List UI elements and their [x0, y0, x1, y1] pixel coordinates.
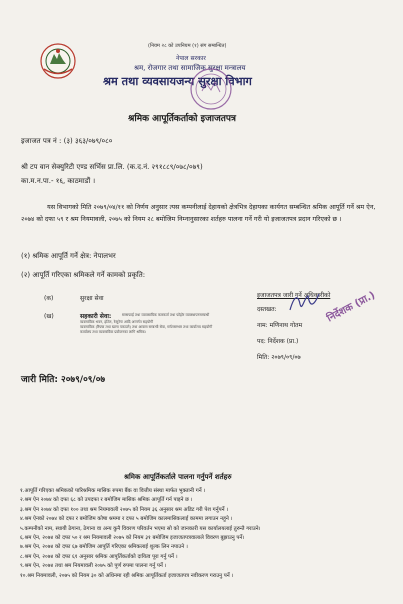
department-name: श्रम तथा व्यवसायजन्य सुरक्षा विभाग: [103, 75, 252, 88]
service-ka-key: (क): [44, 295, 54, 302]
license-title: श्रमिक आपूर्तिकर्ताको इजाजतपत्र: [128, 114, 236, 124]
service-ka-text: सुरक्षा सेवा: [80, 295, 104, 302]
signature-date: मिति: २०७९/०९/०७: [257, 354, 301, 361]
work-nature-label: (२) आपूर्ति गरिएका श्रमिकले गर्ने कामको प्रकृति:: [21, 271, 146, 279]
condition-item: १०.श्रम नियमावली, २०७५ को नियम ३० को अधिनमा रही श्रमिक आपूर्तिकर्ता इजाजतपत्र नवीकरण गराउनु पर्ने ।: [20, 572, 234, 579]
company-name: श्री टप वान सेक्युरिटी एण्ड सर्भिस प्रा.लि. (क.द.नं. २९१८८९/०७८/०७९): [21, 163, 203, 171]
condition-item: ७.श्रम ऐन, २०७४ को दफा ६७ बमोजिम आपूर्ति गरिएका श्रमिकलाई शुल्क लिन नपाउने ।: [20, 544, 188, 551]
condition-item: ८.श्रम ऐन, २०७४ को दफा ६१ अनुसार श्रमिक आपूर्तिकर्ताको दायित्व पूरा गर्नु पर्ने ।: [20, 553, 178, 560]
service-kha-detail-2: व्यवसायिक भवन, होटेल, रेस्टुरेन्ट आदि अन्तर्गत सहयोगी: [80, 320, 154, 324]
condition-item: १.आपूर्ति गरिएका श्रमिकको पारिश्रमिक मासिक रुपमा बैंक वा वित्तीय संस्था मार्फत भुक्तानी गर्ने ।: [20, 488, 206, 494]
conditions-list: [20, 487, 392, 581]
condition-item: ३.श्रम ऐन २०७४ को दफा १०० तथा श्रम नियमावली २०७५ को नियम ३६ अनुसार श्रम अडिट गरी पेश गर्नुपर्ने ।: [20, 506, 229, 513]
condition-item: २.श्रम ऐन २०७४ को दफा ६८ को उपदफा र बमोजिम मासिक श्रमिक आपूर्ति गर्न पाइने छ ।: [20, 497, 193, 504]
ministry-name: श्रम, रोजगार तथा सामाजिक सुरक्षा मन्त्रालय: [134, 64, 246, 72]
director-stamp: निर्देशक (प्रा.): [325, 289, 378, 325]
service-kha-text: सहकारी सेवा:: [80, 313, 112, 320]
nepal-govt-emblem-icon: [38, 42, 78, 80]
govt-name: नेपाल सरकार: [176, 55, 206, 62]
service-kha-detail-3: व्यवसायिक (रिफ्या तथा खाना पकाउने) तथा आवास सम्बन्धी सेवा, मर्मतसम्भार तथा कार्यालय सहयोगी: [80, 325, 213, 329]
company-address: का.म.न.पा.- १६, काठमाडौं ।: [21, 177, 96, 185]
license-paragraph: यस विभागको मिति २०७९/०४/११ को निर्णय अनुसार त्यस कम्पनीलाई देहायको क्षेत्रभित्र देहायका कार्यगत सम्बन्धित श्रमिक आपूर्ति गर्ने श्रम ऐन, २०७४ को दफा ५९ र श्रम नियमावली, २०७५ को नियम २८ बमोजिम निम्नानुसारका शर्तहरु पालना गर्ने गरी यो इजाजतपत्र प्रदान गरिएको छ ।: [21, 203, 376, 223]
signature-sign-label: दस्तखत:: [257, 306, 277, 313]
service-kha-detail-4: कार्यालय तथा व्यवसायिक प्रयोजनका लागि श्रमिक।: [80, 330, 147, 334]
service-kha-key: (ख): [44, 313, 54, 320]
condition-item: ५.कम्पनीको नाम, स्थायी ठेगाना, ठेगाना वा अन्य कुनै विवरण परिवर्तन भएमा सो को जानकारी यस कार्यालयलाई तुरुन्तै गराउने।: [20, 525, 261, 532]
issue-date: जारी मिति: २०७९/०९/०७: [21, 375, 106, 385]
handwritten-signature-icon: [288, 290, 322, 316]
conditions-title: श्रमिक आपूर्तिकर्ताले पालना गर्नुपर्ने शर्तहरु: [124, 473, 232, 481]
condition-item: ९.श्रम ऐन, २०७४ तथा श्रम नियमावली २०७५ को पूर्ण रुपमा पालना गर्नु पर्ने ।: [20, 563, 167, 570]
condition-item: ४.श्रम ऐनको २०७४ को दफा र बमोजिम कोषा श्रममा र दफा ५ बमोजिम कालमासिकलाई काममा लगाउन नहुने ।: [20, 516, 233, 523]
signature-post: पद: निर्देशक (प्रा.): [257, 338, 299, 345]
signature-heading: इजाजतपत्र जारी गर्ने अधिकारीको: [257, 292, 331, 299]
rule-note: (नियम २८ को उपनियम (१) संग सम्बन्धित): [148, 43, 227, 49]
supply-area: (१) श्रमिक आपूर्ति गर्ने क्षेत्र: नेपालभर: [21, 252, 116, 260]
signature-name: नाम: मणिनाथ गोतम: [257, 322, 303, 329]
official-round-stamp-icon: [188, 66, 234, 112]
service-kha-detail-1: सरसफाई तथा व्यावसायिक कारकर्ता तथा फोहोर व्यवस्थापनसम्बन्धी: [122, 313, 210, 317]
condition-item: ६.श्रम ऐन, २०७४ को दफा ५० र श्रम नियमावली २०७५ को नियम ३१ बमोजिम इजाजतपत्रवालाले विवरण बुझाउनु पर्ने।: [20, 535, 245, 542]
license-number: इजाजत पत्र नं : (३) ३६३/०७९/०८०: [21, 137, 113, 145]
